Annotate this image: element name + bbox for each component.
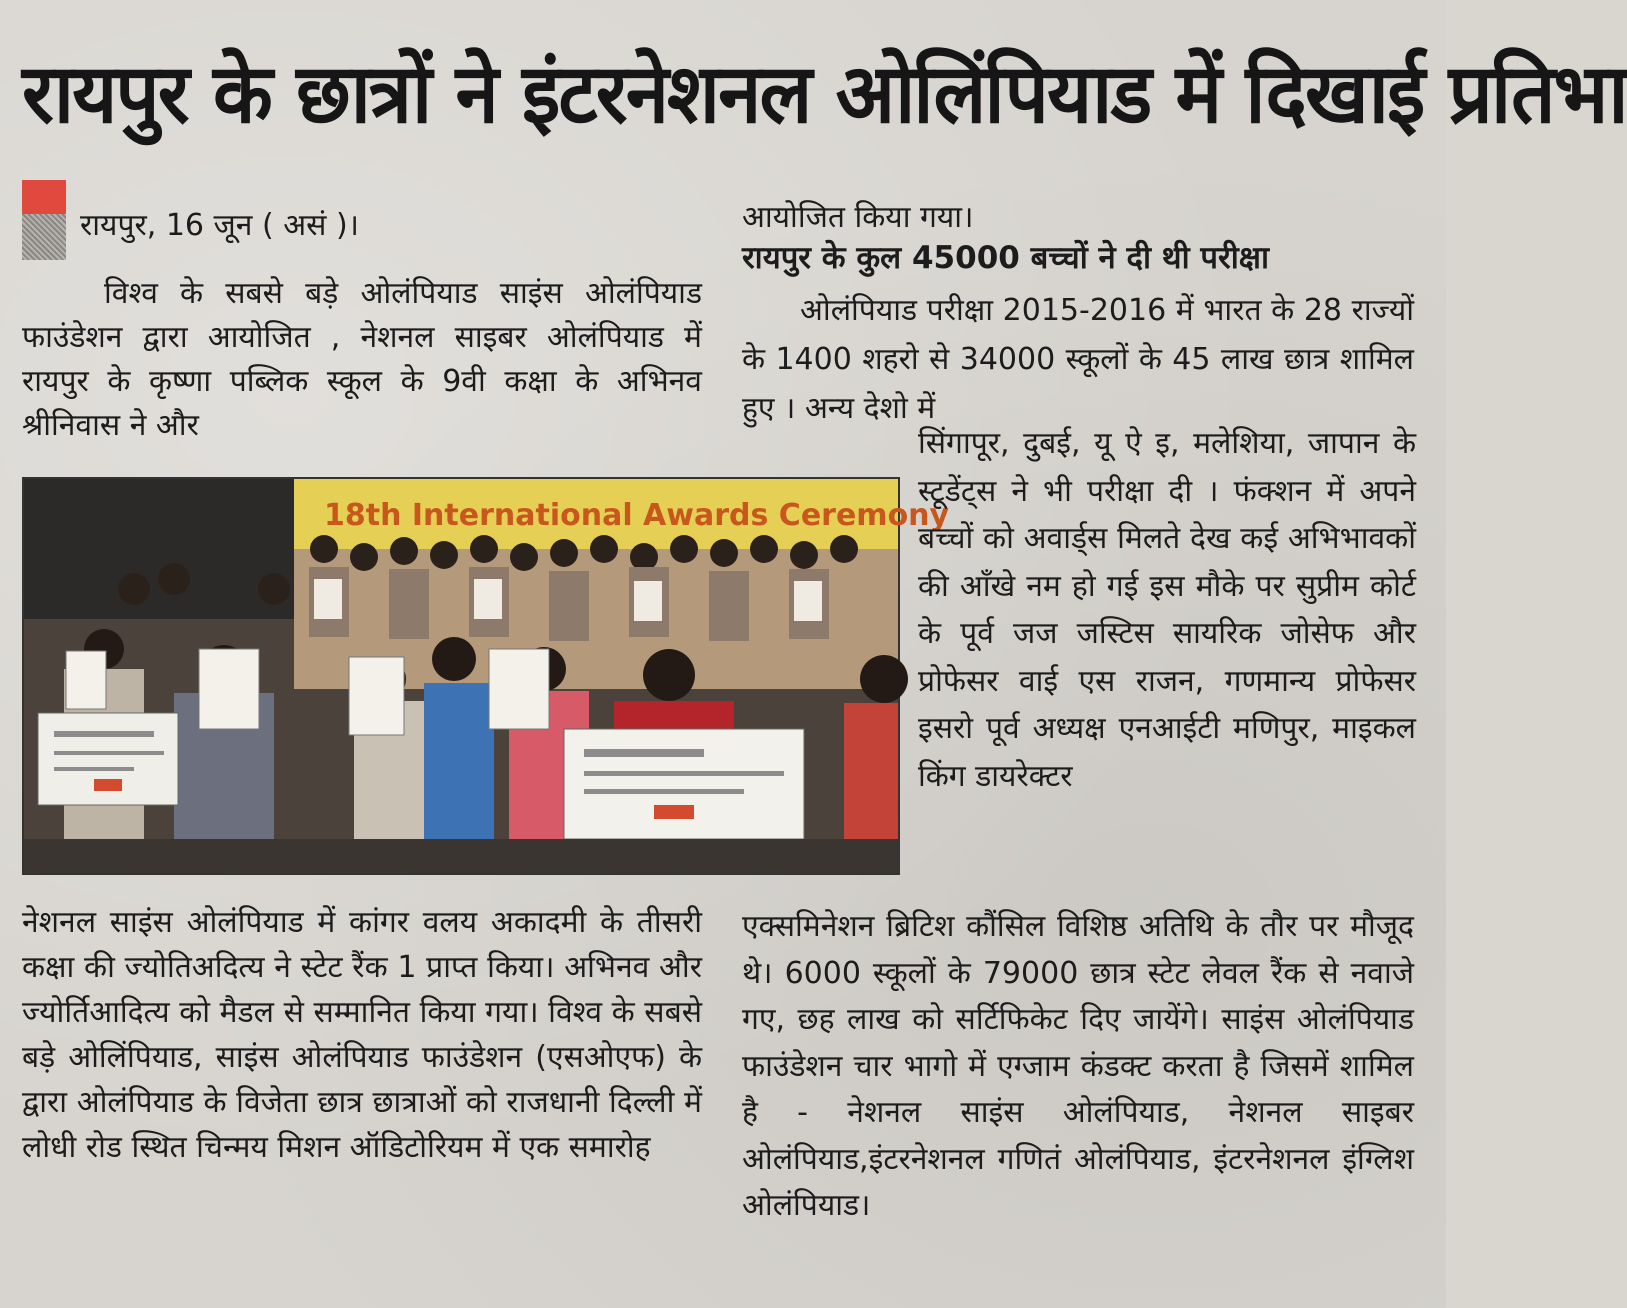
paragraph: आयोजित किया गया। bbox=[742, 200, 974, 235]
body-text-right-middle bbox=[742, 286, 1414, 433]
award-ceremony-photo bbox=[24, 479, 950, 873]
paragraph: एक्समिनेशन ब्रिटिश कौंसिल विशिष्ठ अतिथि के तौर पर मौजूद थे। 6000 स्कूलों के 79000 छात्र स्टेट लेवल रैंक से नवाजे गए, छह लाख को सर्टिफिकेट दिए जायेंगे। साइंस ओलंपियाड फाउंडेशन चार भागो में एग्जाम कंडक्ट करता है जिसमें शामिल है - नेशनल साइंस ओलंपियाड, नेशनल साइबर ओलंपियाड,इंटरनेशनल गणितं ओलंपियाड, इंटरनेशनल इंग्लिश ओलंपियाड। bbox=[742, 909, 1414, 1223]
dateline-marker bbox=[22, 180, 66, 260]
paragraph: नेशनल साइंस ओलंपियाड में कांगर वलय अकादमी के तीसरी कक्षा की ज्योतिअदित्य ने स्टेट रैंक 1 प्राप्त किया। अभिनव और ज्योर्तिआदित्य को मैडल से सम्मानित किया गया। विश्व के सबसे बड़े ओलिंपियाड, साइंस ओलंपियाड फाउंडेशन (एसओएफ) के द्वारा ओलंपियाड के विजेता छात्र छात्राओं को राजधानी दिल्ली में लोधी रोड स्थित चिन्मय मिशन ऑडिटोरियम में एक समारोह bbox=[22, 905, 702, 1165]
banner-text: 18th International Awards Ceremony bbox=[324, 498, 950, 533]
paragraph: विश्व के सबसे बड़े ओलंपियाड साइंस ओलंपियाड फाउंडेशन द्वारा आयोजित , नेशनल साइबर ओलंपियाड में रायपुर के कृष्णा पब्लिक स्कूल के 9वी कक्षा के अभिनव श्रीनिवास ने और bbox=[22, 276, 702, 443]
dateline: रायपुर, 16 जून ( असं )। bbox=[80, 208, 360, 243]
body-text-left-bottom bbox=[22, 900, 702, 1170]
marker-red-block bbox=[22, 180, 66, 214]
body-text-left-top bbox=[22, 272, 702, 448]
body-text-right-bottom bbox=[742, 904, 1414, 1230]
subheading: रायपुर के कुल 45000 बच्चों ने दी थी परीक्षा bbox=[742, 240, 1270, 276]
event-photo bbox=[22, 477, 950, 875]
cheque-board-right bbox=[564, 729, 804, 839]
headline: रायपुर के छात्रों ने इंटरनेशनल ओलिंपियाड में दिखाई प्रतिभा bbox=[22, 47, 1627, 142]
body-text-right-narrow bbox=[918, 420, 1416, 800]
body-text-right-top bbox=[742, 196, 1412, 240]
marker-hatched-block bbox=[22, 214, 66, 260]
paragraph: सिंगापूर, दुबई, यू ऐ इ, मलेशिया, जापान के स्टूडेंट्स ने भी परीक्षा दी । फंक्शन में अपने बच्चों को अवार्ड्स मिलते देख कई अभिभावकों की आँखे नम हो गई इस मौके पर सुप्रीम कोर्ट के पूर्व जज जस्टिस सायरिक जोसेफ और प्रोफेसर वाई एस राजन, गणमान्य प्रोफेसर इसरो पूर्व अध्यक्ष एनआईटी मणिपुर, माइकल किंग डायरेक्टर bbox=[918, 426, 1416, 794]
paragraph: ओलंपियाड परीक्षा 2015-2016 में भारत के 28 राज्यों के 1400 शहरो से 34000 स्कूलों के 45 लाख छात्र शामिल हुए । अन्य देशो में bbox=[742, 293, 1414, 426]
cheque-board-left bbox=[38, 713, 178, 805]
